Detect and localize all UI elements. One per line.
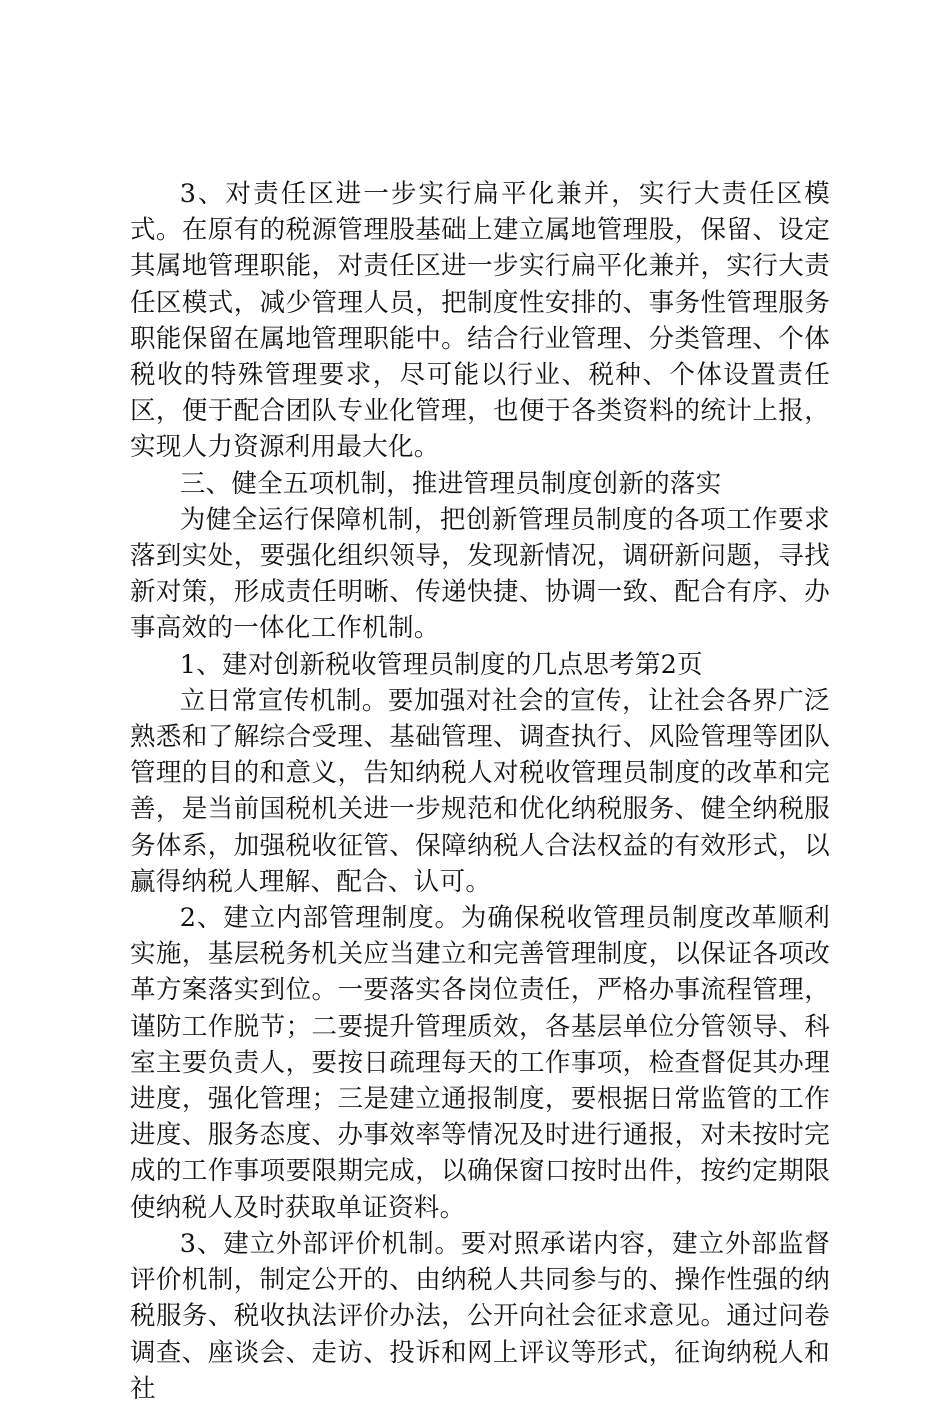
paragraph-guarantee-mechanism: 为健全运行保障机制，把创新管理员制度的各项工作要求落到实处，要强化组织领导，发现新情况，调研新问题，寻找新对策，形成责任明晰、传递快捷、协调一致、配合有序、办事高效的一体化工作机制。 bbox=[130, 504, 830, 644]
paragraph-item-1-heading: 1、建对创新税收管理员制度的几点思考第2页 bbox=[179, 649, 703, 680]
paragraph-responsibility-zone: 3、对责任区进一步实行扁平化兼并，实行大责任区模式。在原有的税源管理股基础上建立属地管理股，保留、设定其属地管理职能，对责任区进一步实行扁平化兼并，实行大责任区模式，减少管理人员，把制度性安排的、事务性管理服务职能保留在属地管理职能中。结合行业管理、分类管理、个体税收的特殊管理要求，尽可能以行业、税种、个体设置责任区，便于配合团队专业化管理，也便于各类资料的统计上报，实现人力资源利用最大化。 bbox=[130, 179, 830, 463]
paragraph-internal-management: 2、建立内部管理制度。为确保税收管理员制度改革顺利实施，基层税务机关应当建立和完善管理制度，以保证各项改革方案落实到位。一要落实各岗位责任，严格办事流程管理，谨防工作脱节；二要提升管理质效，各基层单位分管领导、科室主要负责人，要按日疏理每天的工作事项，检查督促其办理进度，强化管理；三是建立通报制度，要根据日常监管的工作进度、服务态度、办事效率等情况及时进行通报，对未按时完成的工作事项要限期完成，以确保窗口按时出件，按约定期限使纳税人及时获取单证资料。 bbox=[130, 903, 830, 1223]
section-heading-five-mechanisms: 三、健全五项机制，推进管理员制度创新的落实 bbox=[179, 468, 722, 499]
paragraph-publicity-mechanism: 立日常宣传机制。要加强对社会的宣传，让社会各界广泛熟悉和了解综合受理、基础管理、调查执行、风险管理等团队管理的目的和意义，告知纳税人对税收管理员制度的改革和完善，是当前国税机关进一步规范和优化纳税服务、健全纳税服务体系，加强税收征管、保障纳税人合法权益的有效形式，以赢得纳税人理解、配合、认可。 bbox=[130, 685, 830, 897]
paragraph-external-evaluation: 3、建立外部评价机制。要对照承诺内容，建立外部监督评价机制，制定公开的、由纳税人共同参与的、操作性强的纳税服务、税收执法评价办法，公开向社会征求意见。通过问卷调查、座谈会、走访、投诉和网上评议等形式，征询纳税人和社 bbox=[130, 1228, 830, 1404]
document-body bbox=[130, 176, 830, 1407]
